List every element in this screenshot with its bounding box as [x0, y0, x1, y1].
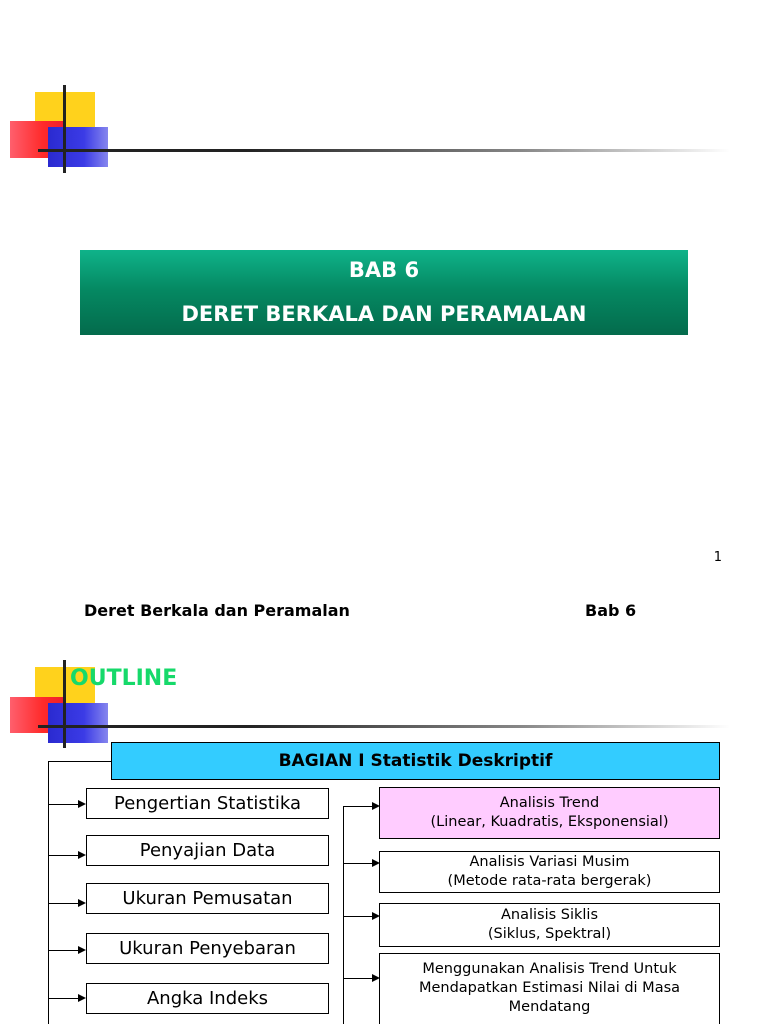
outline-item-ukuran-pemusatan: Ukuran Pemusatan: [86, 883, 329, 914]
slide-2-rule: [38, 725, 730, 728]
connector: [343, 863, 372, 864]
chapter-number: BAB 6: [348, 258, 420, 282]
slide-1-logo: [10, 85, 110, 175]
outline-item-analisis-trend: [379, 787, 720, 839]
item-subtitle: (Metode rata-rata bergerak): [447, 873, 652, 889]
outline-item-estimasi-trend: [379, 953, 720, 1024]
logo-blue-square: [48, 127, 108, 167]
connector: [48, 950, 78, 951]
arrow-icon: [78, 851, 86, 859]
title-banner: [80, 250, 688, 335]
outline-item-analisis-siklis: [379, 903, 720, 947]
connector: [343, 806, 344, 1024]
logo-vertical-line: [63, 85, 66, 173]
outline-item-angka-indeks: Angka Indeks: [86, 983, 329, 1014]
outline-item-analisis-variasi-musim: [379, 851, 720, 893]
item-title: Analisis Trend: [499, 795, 600, 811]
chapter-title: DERET BERKALA DAN PERAMALAN: [181, 302, 587, 326]
connector: [48, 761, 49, 1024]
bagian-header: BAGIAN I Statistik Deskriptif: [111, 742, 720, 780]
connector: [48, 804, 78, 805]
header-right: Bab 6: [585, 601, 637, 620]
item-title: Analisis Siklis: [500, 907, 599, 923]
connector: [48, 998, 78, 999]
connector: [343, 978, 372, 979]
connector: [48, 761, 111, 762]
logo-vertical-line: [63, 660, 66, 748]
outline-item-pengertian-statistika: Pengertian Statistika: [86, 788, 329, 819]
connector: [343, 916, 372, 917]
connector: [48, 903, 78, 904]
arrow-icon: [78, 899, 86, 907]
item-line-2: Mendapatkan Estimasi Nilai di Masa: [418, 980, 681, 996]
item-subtitle: (Linear, Kuadratis, Eksponensial): [430, 814, 669, 830]
connector: [343, 806, 372, 807]
item-title: Analisis Variasi Musim: [469, 854, 630, 870]
item-line-3: Mendatang: [508, 999, 591, 1015]
connector: [48, 855, 78, 856]
item-line-1: Menggunakan Analisis Trend Untuk: [422, 961, 677, 977]
slide-1-rule: [38, 149, 730, 152]
arrow-icon: [78, 994, 86, 1002]
arrow-icon: [78, 946, 86, 954]
page-number: 1: [713, 550, 722, 565]
outline-item-ukuran-penyebaran: Ukuran Penyebaran: [86, 933, 329, 964]
header-left: Deret Berkala dan Peramalan: [84, 601, 350, 620]
outline-item-penyajian-data: Penyajian Data: [86, 835, 329, 866]
arrow-icon: [78, 800, 86, 808]
logo-blue-square: [48, 703, 108, 743]
outline-title: OUTLINE: [70, 666, 178, 691]
item-subtitle: (Siklus, Spektral): [487, 926, 612, 942]
